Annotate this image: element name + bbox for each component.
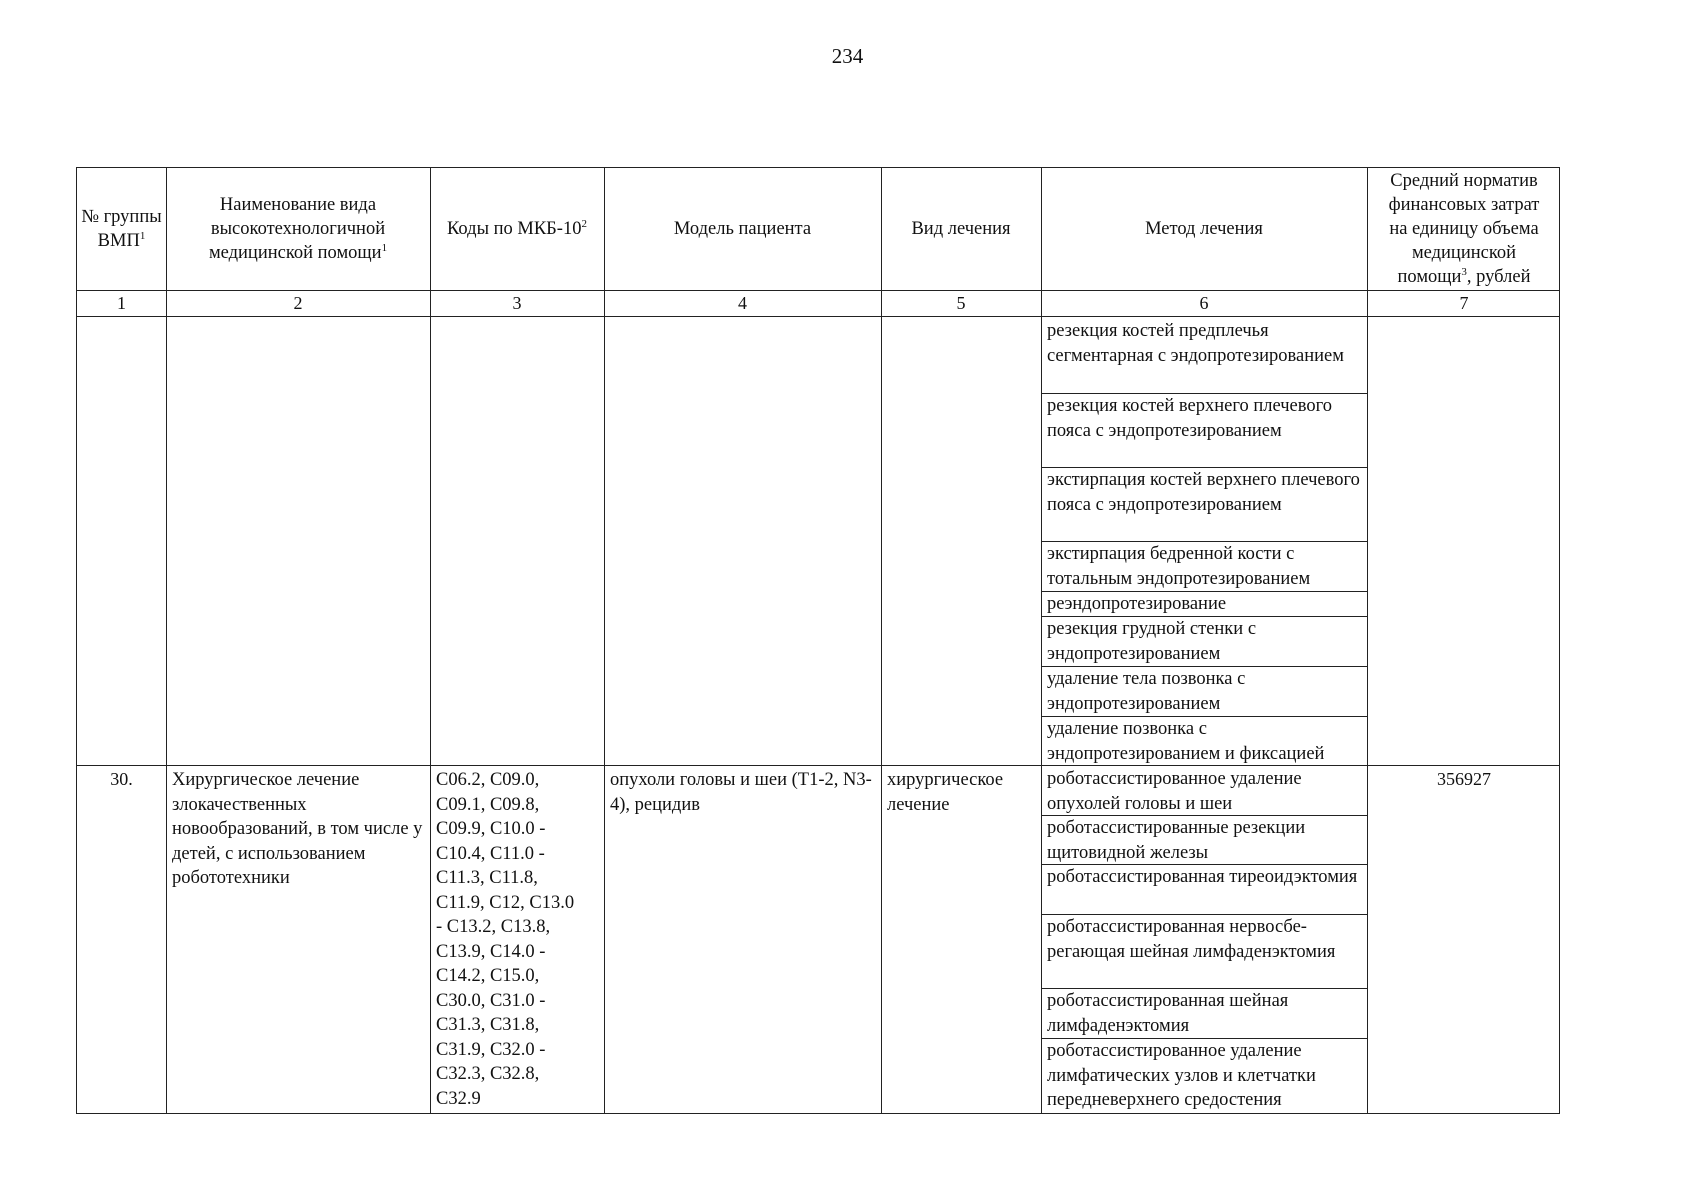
footnote-marker: 2 <box>581 217 587 230</box>
header-text: , рублей <box>1466 267 1531 287</box>
treatment-type: хирургическое лечение <box>887 770 1004 815</box>
icd-codes: C06.2, C09.0, C09.1, C09.8, C09.9, C10.0 - C10.4, C11.0 - C11.3, C11.8, C11.9, C12, C13.0 - C13.2, C13.8, C13.9, C14.0 - C14.2, C15.0, C30.0, C31.0 - C31.3, C31.8, C31.9, C32.0 - C32.3, C32.8, C32.9 <box>436 770 575 1109</box>
method-item: удаление позвонка с эндопротезированием и фиксацией <box>1047 719 1325 764</box>
header-care-name <box>166 168 430 290</box>
medical-care-table <box>76 167 1560 1114</box>
footnote-marker: 1 <box>139 229 146 242</box>
page-number: 234 <box>831 44 864 68</box>
method-item: роботассистированная нервосбе-регающая шейная лимфаденэктомия <box>1047 917 1336 962</box>
column-number: 5 <box>956 293 966 313</box>
header-text: Коды по МКБ-10 <box>447 219 582 239</box>
header-text: № группы ВМП <box>81 207 162 251</box>
method-item: реэндопротезирование <box>1047 594 1227 614</box>
care-type-name: Хирургическое лечение злокачественных новообразований, в том числе у детей, с использованием робототехники <box>172 770 423 888</box>
header-treatment-method: Метод лечения <box>1145 219 1263 239</box>
method-item: роботассистированная тиреоидэктомия <box>1047 867 1358 887</box>
header-group-number <box>77 168 166 290</box>
column-number: 2 <box>293 293 303 313</box>
column-number: 7 <box>1459 293 1469 313</box>
header-treatment-type: Вид лечения <box>911 219 1011 239</box>
method-item: резекция костей предплечья сегментарная с эндопротезированием <box>1047 321 1344 366</box>
method-item: роботассистированное удаление лимфатических узлов и клетчатки передневерхнего средостения <box>1047 1041 1316 1110</box>
method-item: резекция костей верхнего плечевого пояса с эндопротезированием <box>1047 396 1333 441</box>
cost-value: 356927 <box>1437 769 1491 789</box>
method-item: роботассистированное удаление опухолей головы и шеи <box>1047 769 1302 814</box>
group-number: 30. <box>110 769 133 789</box>
patient-model: опухоли головы и шеи (T1-2, N3-4), рецидив <box>610 770 872 815</box>
column-number: 3 <box>512 293 522 313</box>
method-item: экстирпация бедренной кости с тотальным эндопротезированием <box>1047 544 1311 589</box>
method-item: резекция грудной стенки с эндопротезированием <box>1047 619 1257 664</box>
header-patient-model: Модель пациента <box>673 219 812 239</box>
header-text: Средний норматив финансовых затрат на единицу объема медицинской помощи <box>1388 171 1540 287</box>
footnote-marker: 3 <box>1461 265 1467 278</box>
footnote-marker: 1 <box>381 241 388 254</box>
header-cost-standard <box>1367 168 1561 290</box>
column-numbers-divider <box>77 316 1559 317</box>
method-item: экстирпация костей верхнего плечевого пояса с эндопротезированием <box>1047 470 1360 515</box>
method-item: роботассистированные резекции щитовидной железы <box>1047 818 1306 863</box>
column-number: 6 <box>1199 293 1209 313</box>
column-number: 4 <box>738 293 747 313</box>
column-number: 1 <box>117 293 126 313</box>
header-text: Наименование вида высокотехнологичной медицинской помощи <box>208 195 386 263</box>
header-icd-codes <box>430 168 604 290</box>
method-item: удаление тела позвонка с эндопротезированием <box>1047 669 1246 714</box>
method-item: роботассистированная шейная лимфаденэктомия <box>1047 991 1289 1036</box>
